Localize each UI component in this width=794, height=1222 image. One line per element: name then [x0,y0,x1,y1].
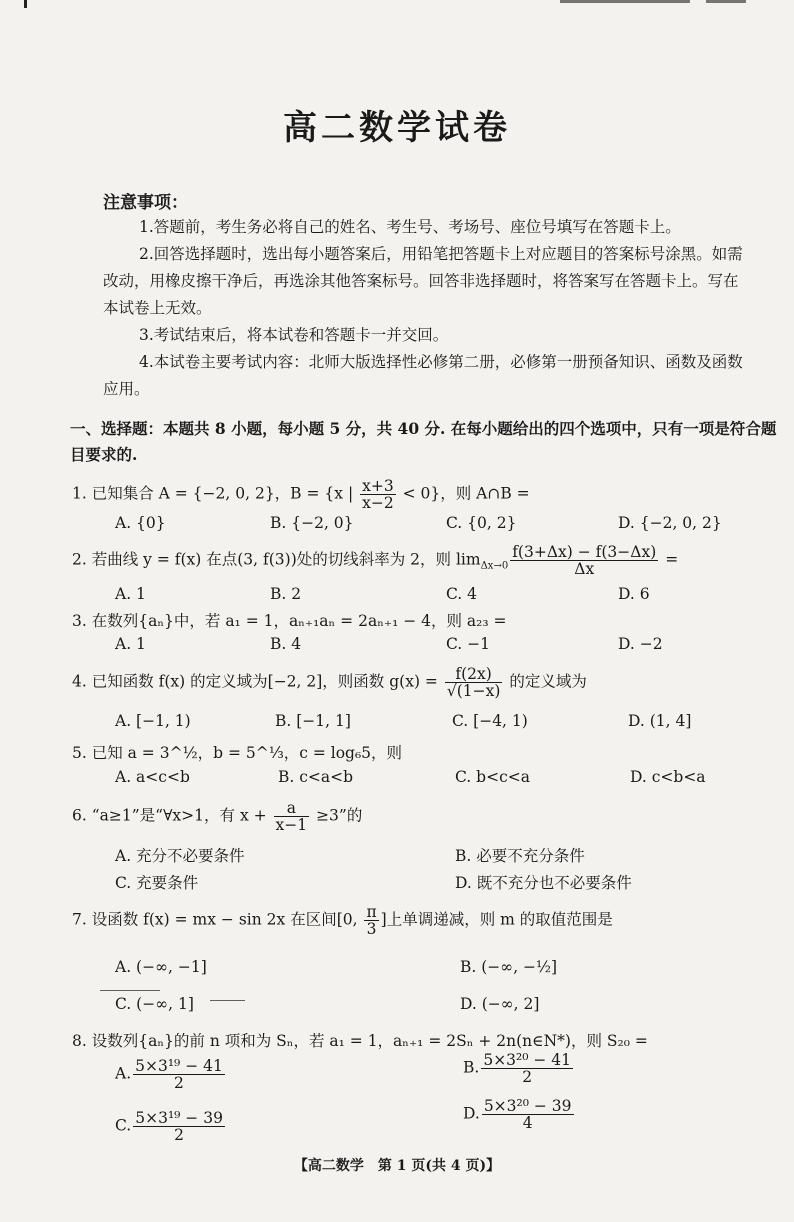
option-a: A. {0} [115,514,166,532]
fraction [274,800,310,833]
fraction-denominator: 2 [174,1126,185,1144]
option-b: B. {−2, 0} [270,514,354,532]
question-stem-tail: 的定义域为 [504,672,587,691]
question-stem: 6. “a≥1”是“∀x>1，有 x + [72,806,272,825]
question-stem: 2. 若曲线 y = f(x) 在点(3, f(3))处的切线斜率为 2，则 lim [72,550,481,569]
option-a: A. 1 [115,585,146,603]
option-a: A. a<c<b [115,768,190,786]
fraction [445,666,503,699]
notice-item: 1.答题前，考生务必将自己的姓名、考生号、考场号、座位号填写在答题卡上。 [139,218,681,236]
question-stem-tail: = [660,550,679,569]
fraction-numerator: π [366,903,377,921]
notice-list [103,214,743,403]
fraction-numerator: 5×3²⁰ − 41 [483,1051,572,1069]
fraction-numerator: x+3 [362,477,394,495]
scan-mark [706,0,746,3]
option-label: A. [115,1064,132,1083]
option-b: B. 2 [270,585,302,603]
question-7 [72,904,772,937]
question-stem: 5. 已知 a = 3^½，b = 5^⅓，c = log₆5，则 [72,744,403,762]
option-b [463,1052,575,1085]
scan-mark [560,0,690,3]
notice-item: 3.考试结束后，将本试卷和答题卡一并交回。 [139,326,449,344]
fraction-numerator: f(3+Δx) − f(3−Δx) [512,543,657,561]
fraction-denominator: 3 [366,920,377,938]
fraction-denominator: 2 [174,1074,184,1092]
question-stem-tail: < 0}，则 A∩B = [397,484,530,503]
option-b: B. c<a<b [278,768,354,786]
fraction [481,1052,573,1085]
fraction-denominator: Δx [574,560,595,578]
question-6 [72,800,772,833]
section-heading: 一、选择题：本题共 8 小题，每小题 5 分，共 40 分. 在每小题给出的四个选项中，只有一项是符合题目要求的. [70,419,777,464]
option-d: D. 既不充分也不必要条件 [455,874,632,892]
page-footer: 【高二数学 第 1 页(共 4 页)】 [293,1158,501,1174]
question-stem: 4. 已知函数 f(x) 的定义域为[−2, 2]，则函数 g(x) = [72,672,443,691]
option-b: B. (−∞, −½] [460,958,558,976]
fraction [364,904,378,937]
fraction-numerator: a [274,800,310,817]
fraction-denominator: 4 [522,1114,533,1132]
option-c: C. [−4, 1) [452,712,528,730]
option-b: B. [−1, 1] [275,712,351,730]
fraction-numerator: 5×3²⁰ − 39 [483,1097,572,1115]
option-c: C. (−∞, 1] [115,995,194,1013]
question-stem: 7. 设函数 f(x) = mx − sin 2x 在区间[0, [72,910,363,929]
question-2 [72,544,772,578]
fraction [133,1058,225,1091]
scan-mark [24,0,27,8]
question-stem: 1. 已知集合 A = {−2, 0, 2}，B = {x | [72,484,359,503]
fraction [133,1110,225,1143]
fraction-denominator: √(1−x) [446,682,501,700]
question-3 [72,610,772,632]
notice-item: 4.本试卷主要考试内容：北师大版选择性必修第二册，必修第一册预备知识、函数及函数应用。 [103,353,743,398]
option-a: A. 1 [115,635,146,653]
option-c: C. 4 [446,585,478,603]
option-d: D. (1, 4] [628,712,692,730]
question-stem-tail: ]上单调递减，则 m 的取值范围是 [380,910,613,929]
limit-subscript: Δx→0 [480,560,509,572]
fraction [482,1098,574,1131]
fraction [360,478,396,511]
option-b: B. 4 [270,635,302,653]
option-label: D. [463,1104,480,1123]
fraction-numerator: f(2x) [445,666,503,683]
question-stem: 8. 设数列{aₙ}的前 n 项和为 Sₙ，若 a₁ = 1，aₙ₊₁ = 2Sₙ + 2n(n∈N*)，则 S₂₀ = [72,1032,648,1050]
question-5 [72,742,772,764]
fraction-denominator: x−1 [275,816,308,834]
option-c: C. −1 [446,635,491,653]
question-stem-tail: ≥3”的 [311,806,363,825]
question-1 [72,478,772,511]
pen-stroke [210,1000,245,1001]
question-4 [72,666,772,699]
pen-stroke [100,990,160,991]
fraction-denominator: 2 [522,1068,533,1086]
fraction-denominator: x−2 [362,494,394,512]
option-d: D. {−2, 0, 2} [618,514,722,532]
option-a: A. [−1, 1) [115,712,191,730]
question-8 [72,1030,772,1052]
option-c: C. {0, 2} [446,514,517,532]
exam-title: 高二数学试卷 [283,108,511,148]
option-d [463,1098,576,1131]
option-a [115,1058,227,1091]
option-c: C. b<c<a [455,768,530,786]
option-d: D. −2 [618,635,663,653]
notice-heading: 注意事项： [103,193,188,213]
option-c [115,1110,227,1143]
option-label: C. [115,1116,132,1135]
question-stem: 3. 在数列{aₙ}中，若 a₁ = 1，aₙ₊₁aₙ = 2aₙ₊₁ − 4，则 a₂₃ = [72,612,507,630]
option-a: A. 充分不必要条件 [115,847,245,865]
fraction-numerator: 5×3¹⁹ − 41 [135,1057,223,1075]
option-d: D. 6 [618,585,650,603]
option-a: A. (−∞, −1] [115,958,207,976]
option-d: D. c<b<a [630,768,706,786]
fraction [510,544,658,577]
option-b: B. 必要不充分条件 [455,847,585,865]
option-c: C. 充要条件 [115,874,199,892]
fraction-numerator: 5×3¹⁹ − 39 [135,1109,223,1127]
option-d: D. (−∞, 2] [460,995,540,1013]
notice-item: 2.回答选择题时，选出每小题答案后，用铅笔把答题卡上对应题目的答案标号涂黑。如需改动，用橡皮擦干净后，再选涂其他答案标号。回答非选择题时，将答案写在答题卡上。写在本试卷上无效。 [103,245,743,317]
option-label: B. [463,1058,480,1077]
